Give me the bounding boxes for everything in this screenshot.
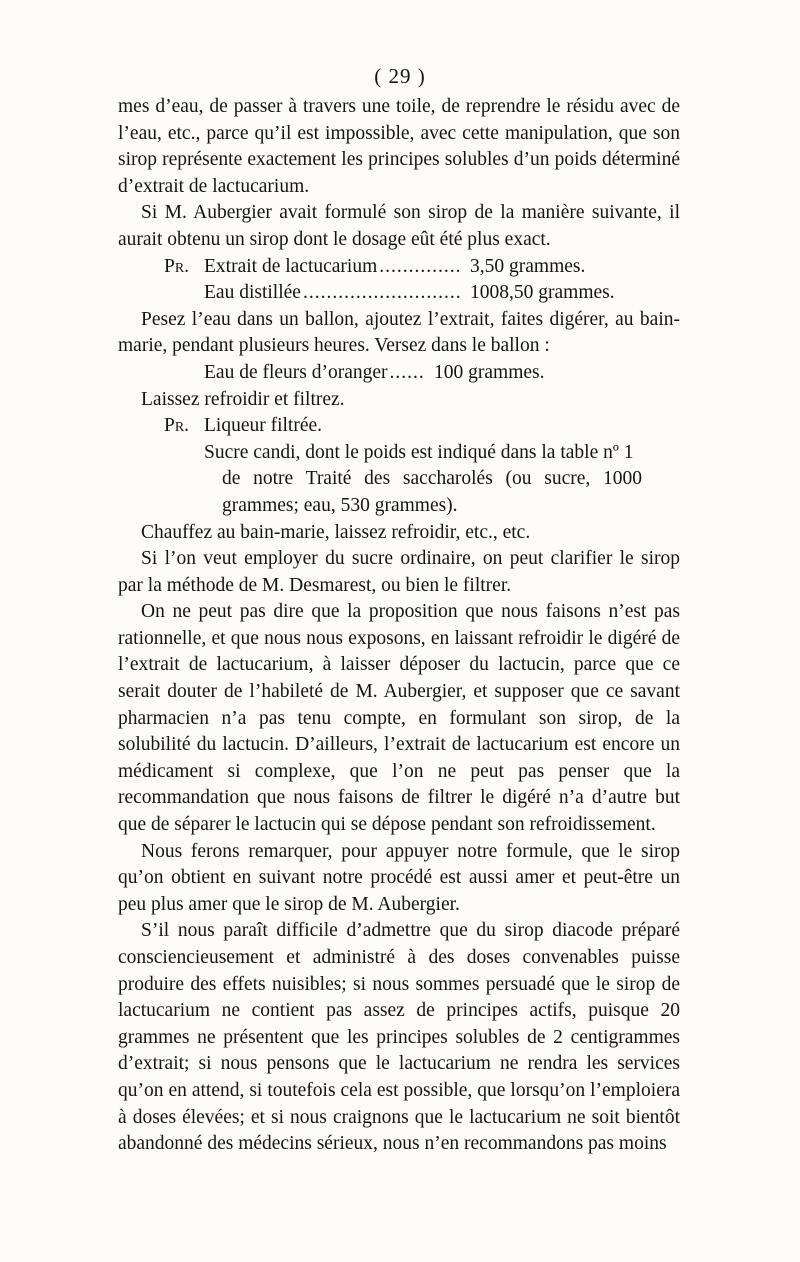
recipe-1-item-1-label: Extrait de lactucarium — [204, 255, 378, 277]
recipe-1 — [118, 254, 680, 307]
page-number: ( 29 ) — [374, 64, 426, 88]
recipe-2-qty: 100 grammes. — [434, 361, 545, 383]
paragraph-8: Nous ferons remarquer, pour appuyer notre formule, que le sirop qu’on obtient en suivant notre procédé est aussi amer et peut-être un peu plus amer que le sirop de M. Aubergier. — [118, 840, 680, 915]
recipe-3-item-1: Liqueur filtrée. — [204, 415, 323, 437]
paragraph-9: S’il nous paraît difficile d’admettre que du sirop diacode préparé consciencieusement et administré à des doses convenables puisse produire des effets nuisibles; si nous sommes persuadé que le sirop de lactucarium ne contient pas assez de principes actifs, puisque 20 grammes ne présentent que les principes solubles de 2 centigrammes d’extrait; si nous pensons que le lactucarium ne rendra les services qu’on en attend, si toutefois cela est possible, que lorsqu’on l’emploiera à doses élevées; et si nous craignons que le lactucarium ne soit bientôt abandonné des médecins sérieux, nous n’en recommandons pas moins — [118, 920, 680, 1155]
leader-dots — [303, 280, 460, 307]
leader-dots — [379, 254, 460, 281]
recipe-1-item-1-qty: 3,50 grammes. — [470, 255, 586, 277]
leader-dots — [390, 360, 424, 387]
recipe-3-item-2-cont: de notre Traité des saccharolés (ou sucre, 1000 grammes; eau, 530 grammes). — [222, 468, 642, 516]
page-body — [118, 94, 680, 1158]
recipe-3-item-2-first: Sucre candi, dont le poids est indiqué dans la table nº 1 — [204, 441, 634, 463]
paragraph-5: Chauffez au bain-marie, laissez refroidir, etc., etc. — [141, 521, 531, 543]
paragraph-2: Si M. Aubergier avait formulé son sirop de la manière suivante, il aurait obtenu un sirop dont le dosage eût été plus exact. — [118, 202, 680, 250]
recipe-3-item-2 — [118, 440, 680, 520]
recipe-1-item-2-label: Eau distillée — [204, 282, 301, 304]
recipe-2 — [118, 360, 680, 387]
paragraph-7: On ne peut pas dire que la proposition que nous faisons n’est pas rationnelle, et que nous nous exposons, en laissant refroidir le digéré de l’extrait de lactucarium, à laisser déposer du lactucin, parce que ce serait douter de l’habileté de M. Aubergier, et supposer que ce savant pharmacien n’a pas tenu compte, en formulant son sirop, de la solubilité du lactucin. D’ailleurs, l’extrait de lactucarium est encore un médicament si complexe, que l’on ne peut pas penser que la recommandation que nous faisons de filtrer le digéré n’a d’autre but que de séparer le lactucin qui se dépose pendant son refroidissement. — [118, 601, 680, 836]
recipe-1-item-1 — [164, 254, 636, 281]
recipe-3-pr: Pr. — [164, 415, 190, 437]
recipe-1-pr: Pr. — [164, 255, 190, 277]
recipe-2-label: Eau de fleurs d’oranger — [204, 361, 388, 383]
recipe-1-item-2 — [164, 280, 636, 307]
paragraph-3: Pesez l’eau dans un ballon, ajoutez l’extrait, faites digérer, au bain-marie, pendant plusieurs heures. Versez dans le ballon : — [118, 308, 680, 357]
paragraph-6: Si l’on veut employer du sucre ordinaire, on peut clarifier le sirop par la méthode de M. Desmarest, ou bien le filtrer. — [118, 548, 680, 596]
paragraph-4: Laissez refroidir et filtrez. — [141, 388, 345, 410]
recipe-3 — [118, 413, 680, 440]
recipe-1-item-2-qty: 1008,50 grammes. — [470, 282, 615, 304]
paragraph-1: mes d’eau, de passer à travers une toile, de reprendre le résidu avec de l’eau, etc., parce qu’il est impossible, avec cette manipulation, que son sirop représente exactement les principes solubles d’un poids déterminé d’extrait de lactucarium. — [118, 96, 680, 197]
